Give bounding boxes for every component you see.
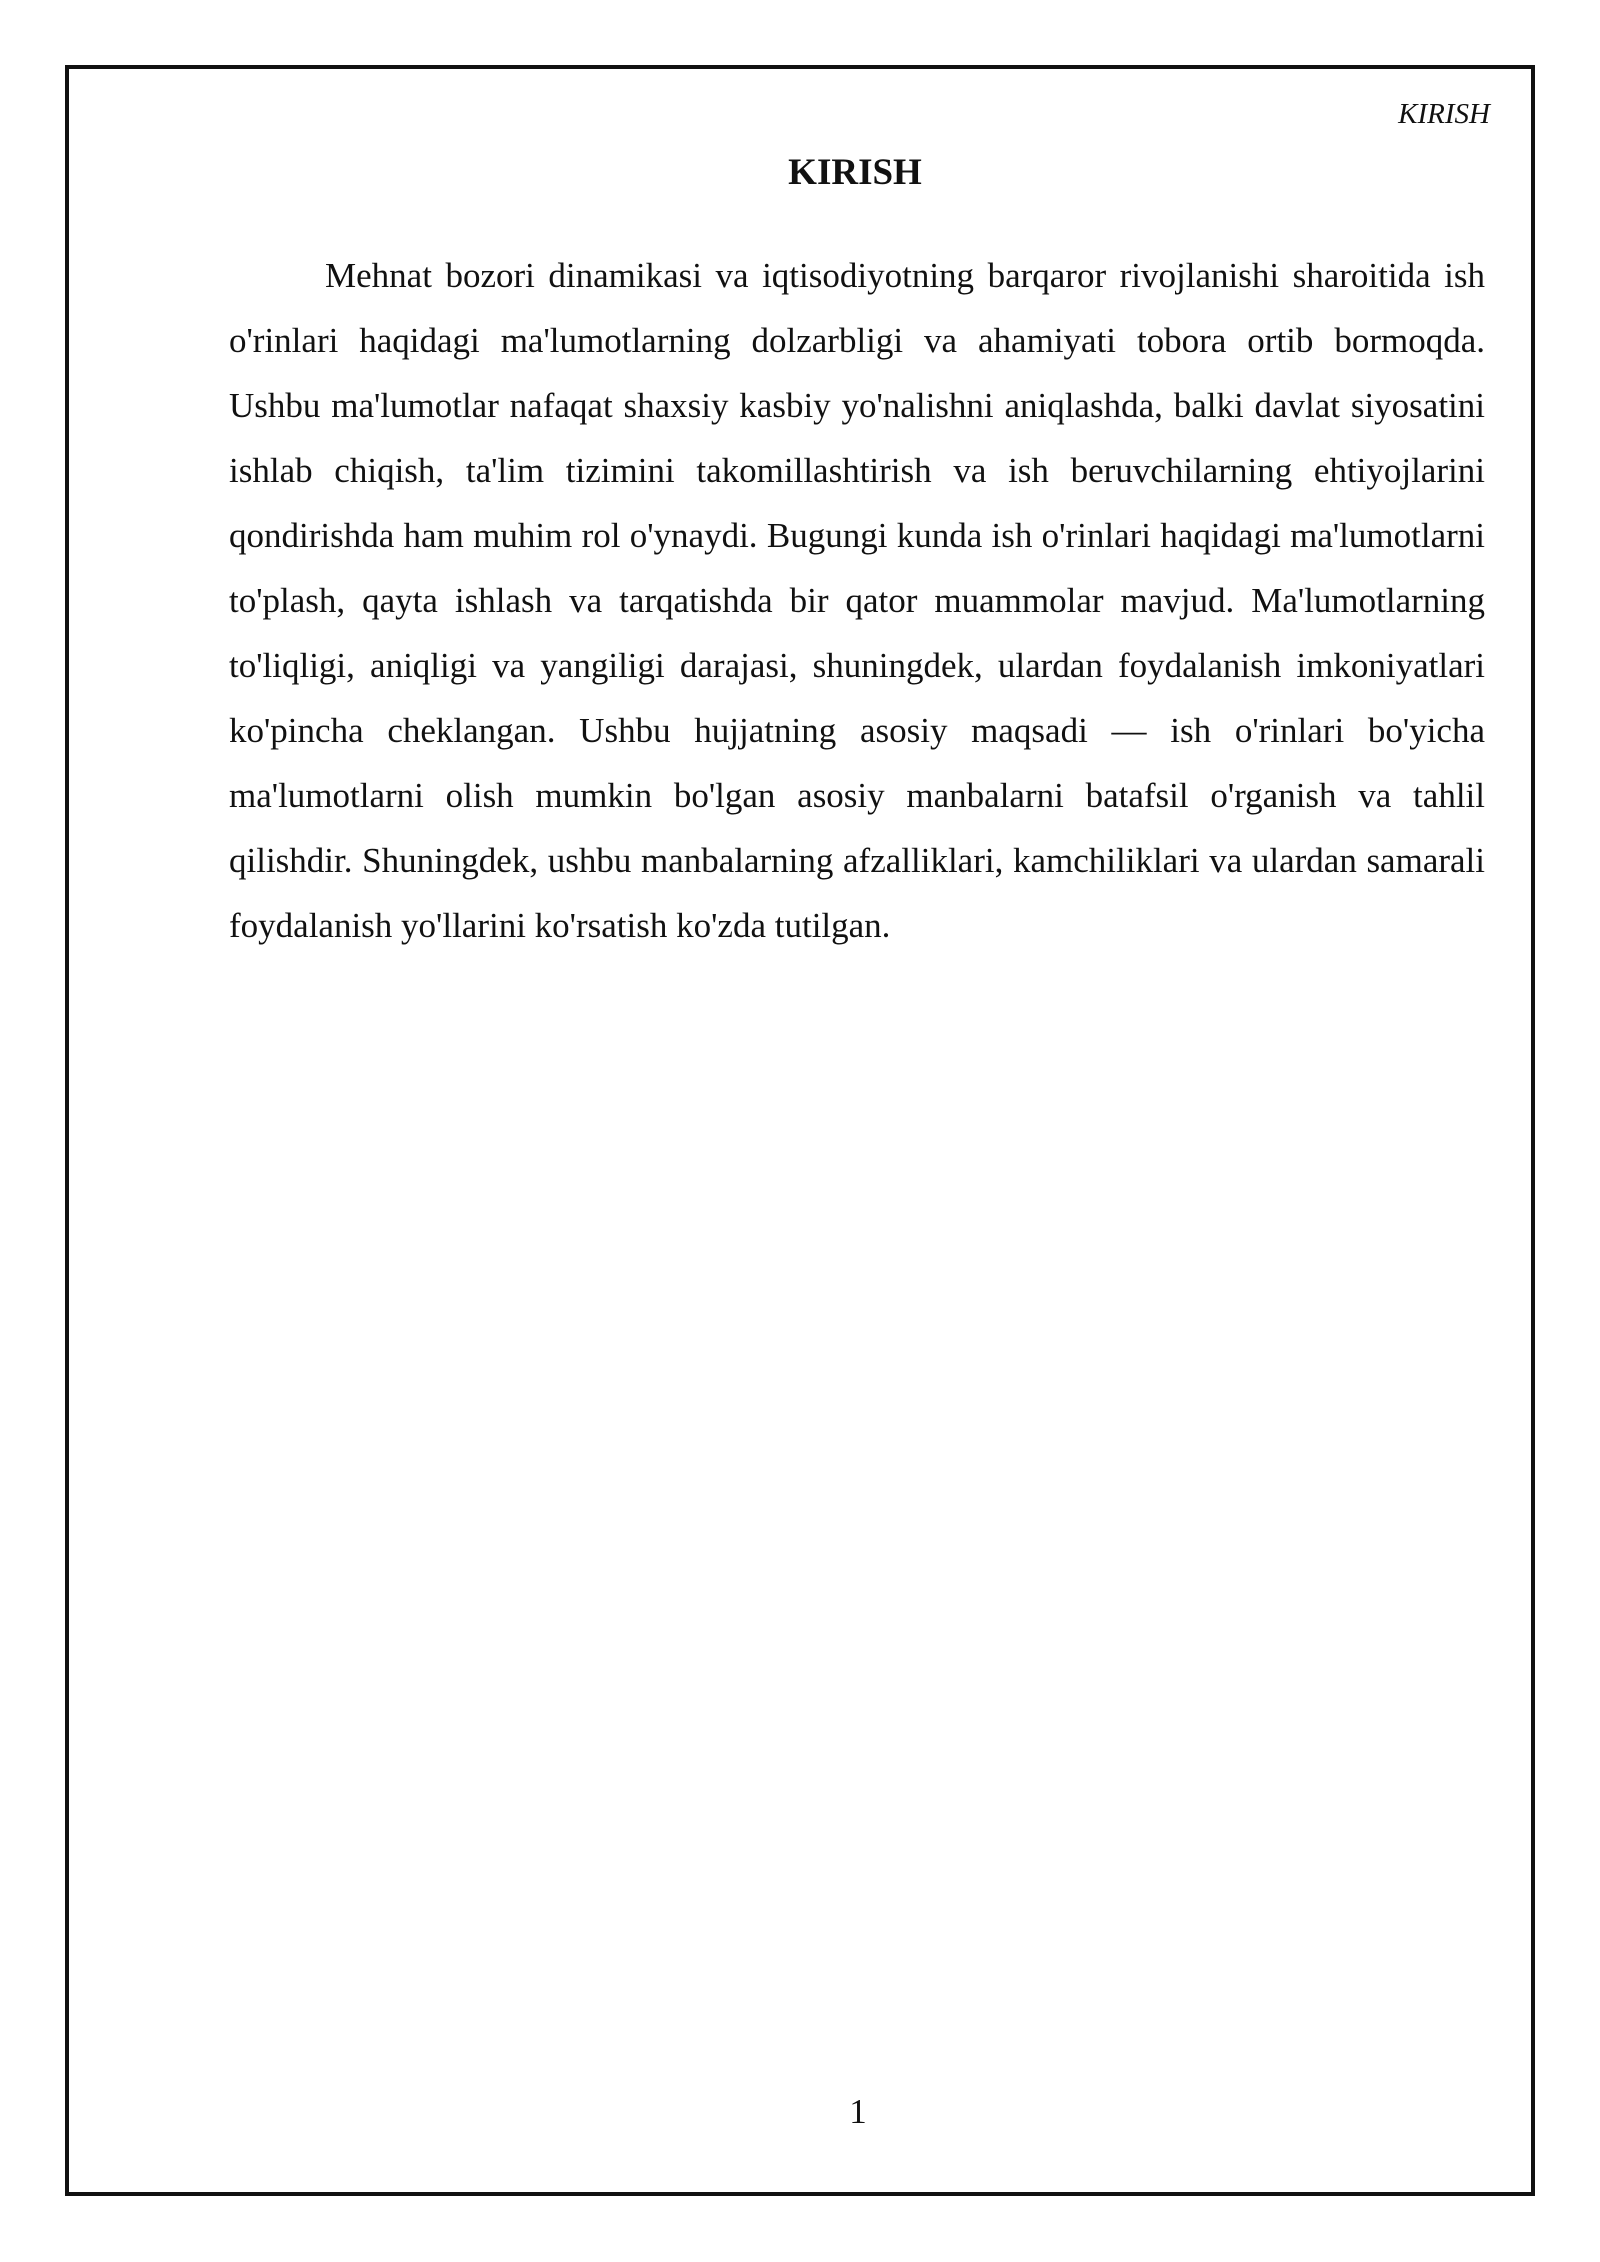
page-number: 1 (849, 2092, 867, 2131)
running-header: KIRISH (1398, 98, 1490, 130)
section-title: KIRISH (788, 152, 922, 193)
intro-paragraph: Mehnat bozori dinamikasi va iqtisodiyotning barqaror rivojlanishi sharoitida ish o'rinlari haqidagi ma'lumotlarning dolzarbligi va ahamiyati tobora ortib bormoqda. Ushbu ma'lumotlar nafaqat shaxsiy kasbiy yo'nalishni aniqlashda, balki davlat siyosatini ishlab chiqish, ta'lim tizimini takomillashtirish va ish beruvchilarning ehtiyojlarini qondirishda ham muhim rol o'ynaydi. Bugungi kunda ish o'rinlari haqidagi ma'lumotlarni to'plash, qayta ishlash va tarqatishda bir qator muammolar mavjud. Ma'lumotlarning to'liqligi, aniqligi va yangiligi darajasi, shuningdek, ulardan foydalanish imkoniyatlari ko'pincha cheklangan. Ushbu hujjatning asosiy maqsadi — ish o'rinlari bo'yicha ma'lumotlarni olish mumkin bo'lgan asosiy manbalarni batafsil o'rganish va tahlil qilishdir. Shuningdek, ushbu manbalarning afzalliklari, kamchiliklari va ulardan samarali foydalanish yo'llarini ko'rsatish ko'zda tutilgan. (229, 256, 1485, 945)
